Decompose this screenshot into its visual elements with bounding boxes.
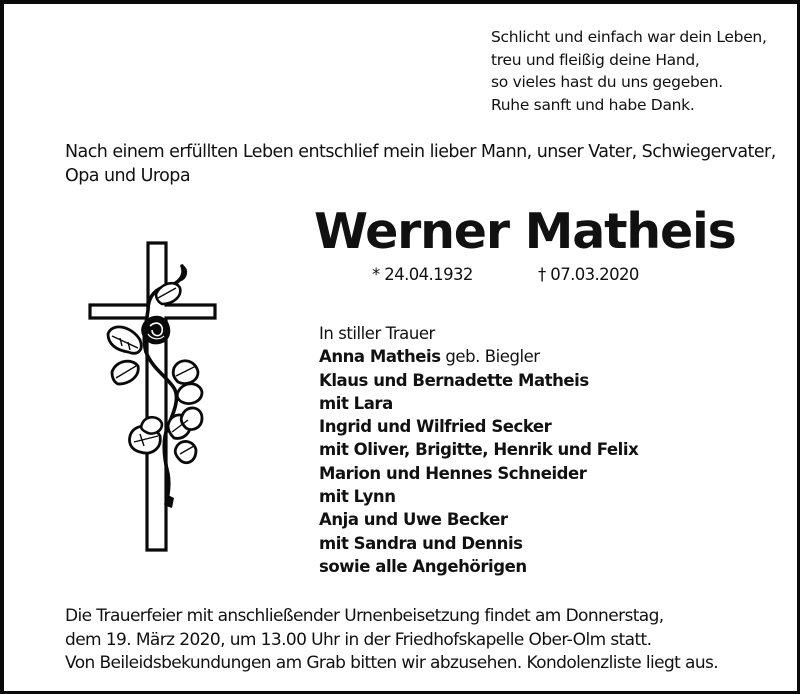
mourner-line: mit Oliver, Brigitte, Henrik und Felix [319,440,639,460]
mourner-name: Anna Matheis [319,347,441,367]
mourner-line [319,345,638,368]
birth-date: * 24.04.1932 [372,265,473,284]
mourners-heading: In stiller Trauer [319,324,435,343]
poem-line: treu und fleißig deine Hand, [491,50,700,69]
mourner-line: mit Sandra und Dennis [319,533,523,553]
mourner-line: Ingrid und Wilfried Secker [319,417,552,437]
mourners-list [319,322,638,578]
cross-with-rose-icon [82,236,227,561]
poem-line: Schlicht und einfach war dein Leben, [491,28,767,46]
mourner-line: Klaus und Bernadette Matheis [319,370,589,390]
footer-line: Von Beileidsbekundungen am Grab bitten wir abzusehen. Kondolenzliste liegt aus. [65,653,719,673]
intro-paragraph [65,140,785,188]
mourner-line: Anja und Uwe Becker [319,510,508,530]
footer-line: Die Trauerfeier mit anschließender Urnenbeisetzung findet am Donnerstag, [65,606,664,626]
funeral-details [65,605,718,676]
intro-line: Nach einem erfüllten Leben entschlief mein lieber Mann, unser Vater, Schwiegervater, [65,142,776,162]
mourner-line: mit Lynn [319,487,396,507]
mourner-line: mit Lara [319,393,393,413]
poem-line: so vieles hast du uns gegeben. [491,73,723,91]
death-date: † 07.03.2020 [538,265,639,284]
intro-line: Opa und Uropa [65,166,191,186]
footer-line: dem 19. März 2020, um 13.00 Uhr in der Friedhofskapelle Ober-Olm statt. [65,629,652,650]
poem-verse [491,26,767,116]
mourner-line: Marion und Hennes Schneider [319,463,587,483]
poem-line: Ruhe sanft und habe Dank. [491,95,695,114]
maiden-name: geb. Biegler [440,347,540,367]
deceased-name: Werner Matheis [314,203,736,260]
mourner-line: sowie alle Angehörigen [319,556,527,576]
